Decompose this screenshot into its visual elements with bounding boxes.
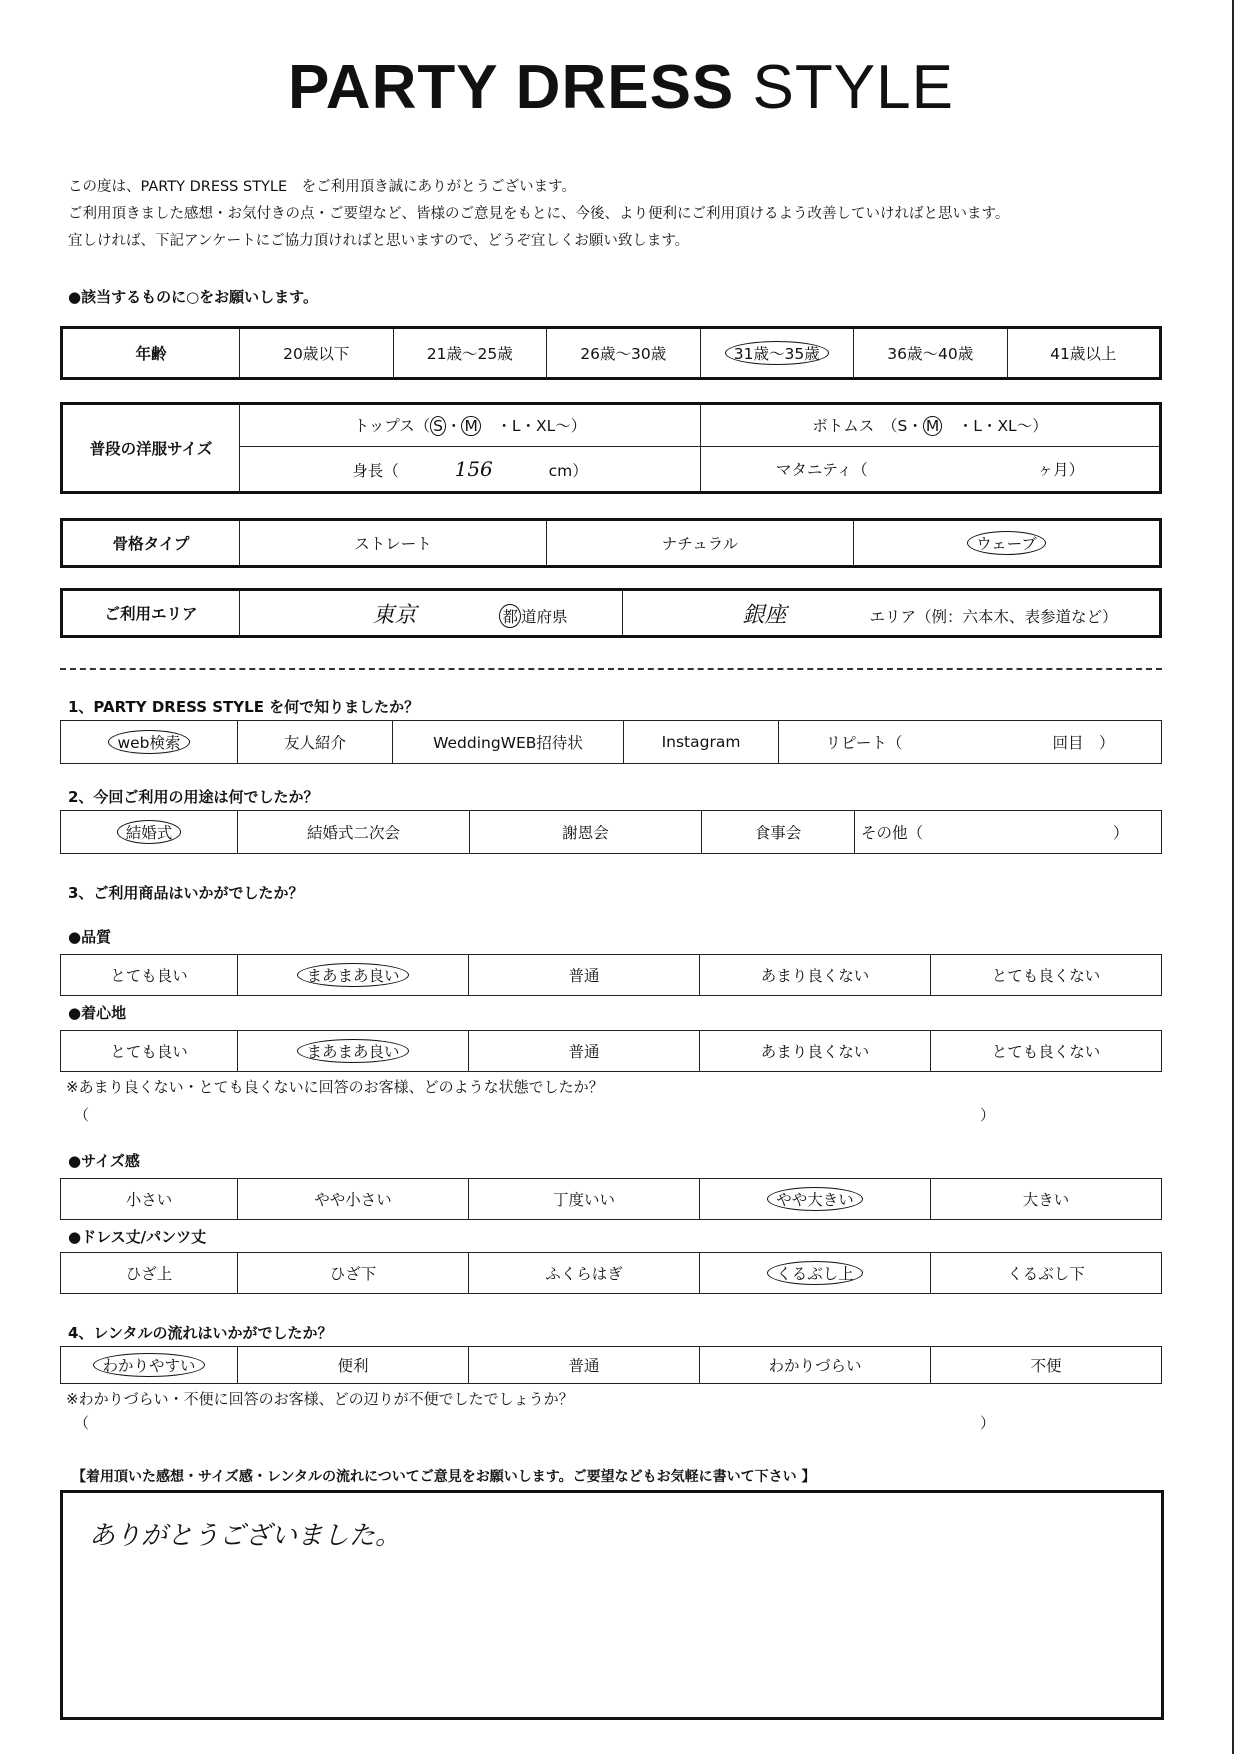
area-value: 銀座 <box>742 602 787 628</box>
q2-table <box>60 810 1162 854</box>
comfort-option-selected[interactable]: まあまあ良い <box>238 1031 469 1072</box>
tops-m-selected[interactable]: M <box>461 416 480 436</box>
comfort-paren-open: （ <box>74 1106 90 1124</box>
age-option[interactable]: 26歳～30歳 <box>547 328 701 379</box>
fit-label: ●サイズ感 <box>68 1152 140 1170</box>
fit-option[interactable]: 小さい <box>61 1179 238 1220</box>
title-bold: PARTY DRESS <box>288 53 735 122</box>
quality-option-selected[interactable]: まあまあ良い <box>238 955 469 996</box>
pref-to-selected[interactable]: 都 <box>499 604 521 628</box>
q4-option-selected[interactable]: わかりやすい <box>61 1347 238 1384</box>
prefecture-value: 東京 <box>372 602 417 628</box>
q4-table <box>60 1346 1162 1384</box>
q2-label: 2、今回ご利用の用途は何でしたか？ <box>68 788 319 806</box>
q4-paren-open: （ <box>74 1414 90 1432</box>
body-type-option[interactable]: ナチュラル <box>547 520 854 567</box>
age-label: 年齢 <box>62 328 240 379</box>
comfort-table <box>60 1030 1162 1072</box>
q2-option[interactable]: 食事会 <box>702 811 855 854</box>
comfort-option[interactable]: とても良くない <box>931 1031 1162 1072</box>
q4-option[interactable]: わかりづらい <box>700 1347 931 1384</box>
quality-option[interactable]: 普通 <box>469 955 700 996</box>
body-type-label: 骨格タイプ <box>62 520 240 567</box>
comment-box[interactable] <box>60 1490 1164 1720</box>
area-table <box>60 588 1162 638</box>
quality-option[interactable]: とても良くない <box>931 955 1162 996</box>
q1-table <box>60 720 1162 764</box>
comfort-option[interactable]: あまり良くない <box>700 1031 931 1072</box>
body-type-table <box>60 518 1162 568</box>
quality-option[interactable]: あまり良くない <box>700 955 931 996</box>
comfort-note: ※あまり良くない・とても良くないに回答のお客様、どのような状態でしたか？ <box>66 1078 604 1096</box>
page-edge-line <box>1232 0 1234 1754</box>
bottoms-m-selected[interactable]: M <box>923 416 942 436</box>
length-option[interactable]: ひざ下 <box>238 1253 469 1294</box>
height-value: 156 <box>454 456 493 481</box>
tops-size[interactable]: トップス（ S ・ M ・L・XL～） <box>240 404 701 447</box>
quality-label: ●品質 <box>68 928 112 946</box>
age-option-selected[interactable]: 31歳～35歳 <box>700 328 854 379</box>
comfort-label: ●着心地 <box>68 1004 127 1022</box>
q1-label: 1、PARTY DRESS STYLE を何で知りましたか？ <box>68 698 420 716</box>
length-option-selected[interactable]: くるぶし上 <box>700 1253 931 1294</box>
q2-option[interactable]: 謝恩会 <box>470 811 702 854</box>
fit-option[interactable]: 丁度いい <box>469 1179 700 1220</box>
q4-option[interactable]: 便利 <box>238 1347 469 1384</box>
intro-line: ご利用頂きました感想・お気付きの点・ご要望など、皆様のご意見をもとに、今後、より便利にご利用頂けるよう改善していければと思います。 <box>68 206 1010 222</box>
length-option[interactable]: ふくらはぎ <box>469 1253 700 1294</box>
q3-label: 3、ご利用商品はいかがでしたか？ <box>68 884 304 902</box>
length-label: ●ドレス丈/パンツ丈 <box>68 1228 207 1246</box>
q1-option[interactable]: Instagram <box>624 721 779 764</box>
fit-option[interactable]: やや小さい <box>238 1179 469 1220</box>
prefecture-field[interactable]: 東京 都 道府県 <box>240 590 623 637</box>
age-option[interactable]: 20歳以下 <box>240 328 394 379</box>
intro-text <box>68 174 1009 255</box>
fit-option-selected[interactable]: やや大きい <box>700 1179 931 1220</box>
intro-line: この度は、PARTY DRESS STYLE をご利用頂き誠にありがとうございます。 <box>68 179 576 195</box>
comment-label: 【着用頂いた感想・サイズ感・レンタルの流れについてご意見をお願いします。ご要望などもお気軽に書いて下さい 】 <box>72 1469 816 1485</box>
area-field[interactable]: 銀座 エリア（例：六本木、表参道など） <box>623 590 1161 637</box>
maternity-field[interactable]: マタニティ（ ヶ月） <box>701 446 1161 492</box>
body-type-option-selected[interactable]: ウェーブ <box>854 520 1161 567</box>
comfort-paren-close: ） <box>980 1106 996 1124</box>
fit-option[interactable]: 大きい <box>931 1179 1162 1220</box>
tops-s-selected[interactable]: S <box>430 416 446 436</box>
size-table <box>60 402 1162 494</box>
instruction: ●該当するものに○をお願いします。 <box>68 288 318 306</box>
q4-option[interactable]: 普通 <box>469 1347 700 1384</box>
q4-note: ※わかりづらい・不便に回答のお客様、どの辺りが不便でしたでしょうか？ <box>66 1390 574 1408</box>
dashed-divider <box>60 668 1162 670</box>
comment-text: ありがとうございました。 <box>89 1521 402 1551</box>
q2-option-selected[interactable]: 結婚式 <box>61 811 238 854</box>
length-table <box>60 1252 1162 1294</box>
quality-option[interactable]: とても良い <box>61 955 238 996</box>
intro-line: 宜しければ、下記アンケートにご協力頂ければと思いますので、どうぞ宜しくお願い致します。 <box>68 233 690 249</box>
body-type-option[interactable]: ストレート <box>240 520 547 567</box>
q4-option[interactable]: 不便 <box>931 1347 1162 1384</box>
height-field[interactable]: 身長（ 156 cm） <box>240 446 701 492</box>
age-option[interactable]: 36歳～40歳 <box>854 328 1008 379</box>
title-light: STYLE <box>752 53 954 122</box>
q1-option[interactable]: 友人紹介 <box>238 721 393 764</box>
q4-paren-close: ） <box>980 1414 996 1432</box>
quality-table <box>60 954 1162 996</box>
q1-repeat[interactable]: リピート（ 回目 ） <box>779 721 1162 764</box>
fit-table <box>60 1178 1162 1220</box>
size-label: 普段の洋服サイズ <box>62 404 240 493</box>
bottoms-size[interactable]: ボトムス （S・ M ・L・XL～） <box>701 404 1161 447</box>
comfort-option[interactable]: 普通 <box>469 1031 700 1072</box>
page-title <box>0 52 1242 123</box>
age-option[interactable]: 41歳以上 <box>1007 328 1161 379</box>
q1-option-selected[interactable]: web検索 <box>61 721 238 764</box>
age-table <box>60 326 1162 380</box>
area-label: ご利用エリア <box>62 590 240 637</box>
comfort-option[interactable]: とても良い <box>61 1031 238 1072</box>
q2-other[interactable]: その他（ ） <box>855 811 1162 854</box>
q4-label: 4、レンタルの流れはいかがでしたか？ <box>68 1324 333 1342</box>
length-option[interactable]: くるぶし下 <box>931 1253 1162 1294</box>
age-option[interactable]: 21歳～25歳 <box>393 328 547 379</box>
q1-option[interactable]: WeddingWEB招待状 <box>393 721 624 764</box>
q2-option[interactable]: 結婚式二次会 <box>238 811 470 854</box>
length-option[interactable]: ひざ上 <box>61 1253 238 1294</box>
